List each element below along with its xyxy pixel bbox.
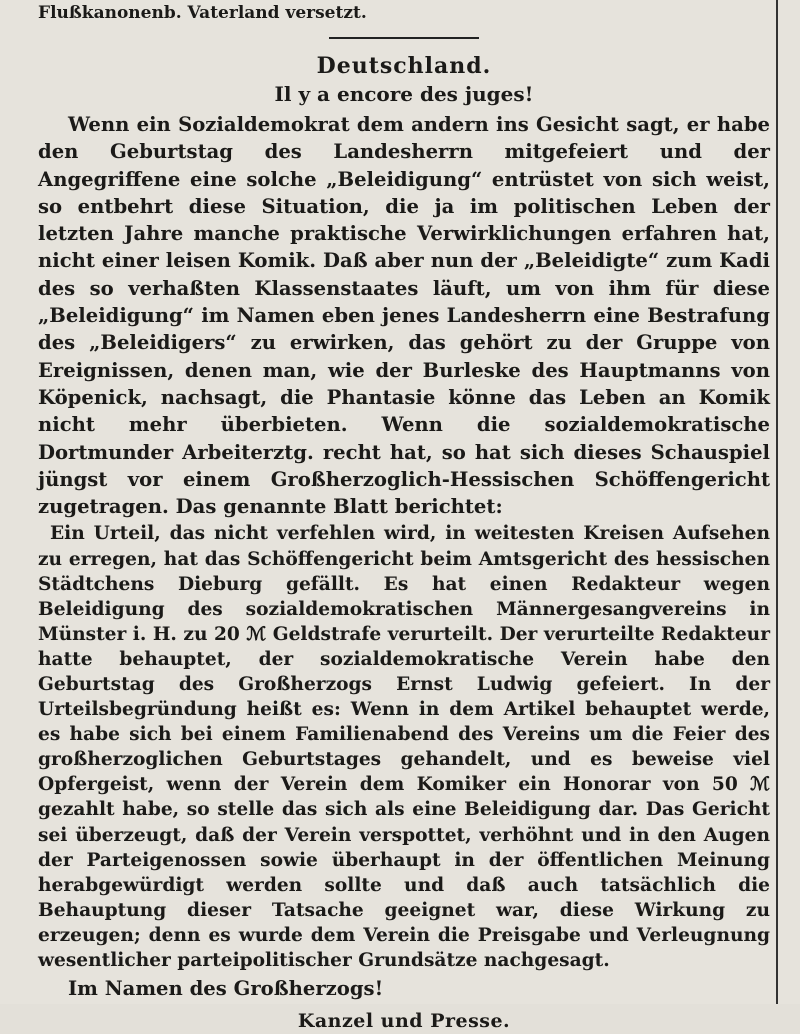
column-divider (776, 0, 778, 1004)
section-title: Deutschland. (316, 53, 492, 79)
article-paragraph-closing: Im Namen des Großherzogs! (68, 977, 384, 1001)
article-column (38, 0, 770, 1034)
section-divider (329, 37, 479, 39)
article-signature: Kanzel und Presse. (297, 1010, 511, 1033)
article-paragraph-intro: Wenn ein Sozialdemokrat dem andern ins Gesicht sagt, er habe den Geburtstag des Landesherrn mitgefeiert und der Angegriffene eine solche „Beleidigung“ entrüstet von sich weist, so entbehrt diese Situation, die ja im politischen Leben der letzten Jahre manche praktische Verwirklichungen erfahren hat, nicht einer leisen Komik. Daß aber nun der „Beleidigte“ zum Kadi des so verhaßten Klassenstaates läuft, um von ihm für diese „Beleidigung“ im Namen eben jenes Landesherrn eine Bestrafung des „Beleidigers“ zu erwirken, das gehört zu der Gruppe von Ereignissen, denen man, wie der Burleske des Hauptmanns von Köpenick, nachsagt, die Phantasie könne das Leben an Komik nicht mehr überbieten. Wenn die sozialdemokratische Dortmunder Arbeiterztg. recht hat, so hat sich dieses Schauspiel jüngst vor einem Großherzoglich-Hessischen Schöffengericht zugetragen. Das genannte Blatt berichtet: (38, 113, 770, 519)
article-paragraph-quote: Ein Urteil, das nicht verfehlen wird, in weitesten Kreisen Aufsehen zu erregen, hat das Schöffengericht beim Amtsgericht des hessischen Städtchens Dieburg gefällt. Es hat einen Redakteur wegen Beleidigung des sozialdemokratischen Männergesangvereins in Münster i. H. zu 20 ℳ Geldstrafe verurteilt. Der verurteilte Redakteur hatte behauptet, der sozialdemokratische Verein habe den Geburtstag des Großherzogs Ernst Ludwig gefeiert. In der Urteilsbegründung heißt es: Wenn in dem Artikel behauptet werde, es habe sich bei einem Familienabend des Vereins um die Feier des großherzoglichen Geburtstages gehandelt, und es beweise viel Opfergeist, wenn der Verein dem Komiker ein Honorar von 50 ℳ gezahlt habe, so stelle das sich als eine Beleidigung dar. Das Gericht sei überzeugt, daß der Verein verspottet, verhöhnt und in den Augen der Parteigenossen sowie überhaupt in der öffentlichen Meinung herabgewürdigt werden sollte und daß auch tatsächlich die Behauptung dieser Tatsache geeignet war, diese Wirkung zu erzeugen; denn es wurde dem Verein die Preisgabe und Verleugnung wesentlicher parteipolitischer Grundsätze nachgesagt. (38, 523, 770, 972)
article-title: Il y a encore des juges! (274, 82, 534, 106)
previous-article-fragment: Flußkanonenb. Vaterland versetzt. (38, 3, 367, 23)
